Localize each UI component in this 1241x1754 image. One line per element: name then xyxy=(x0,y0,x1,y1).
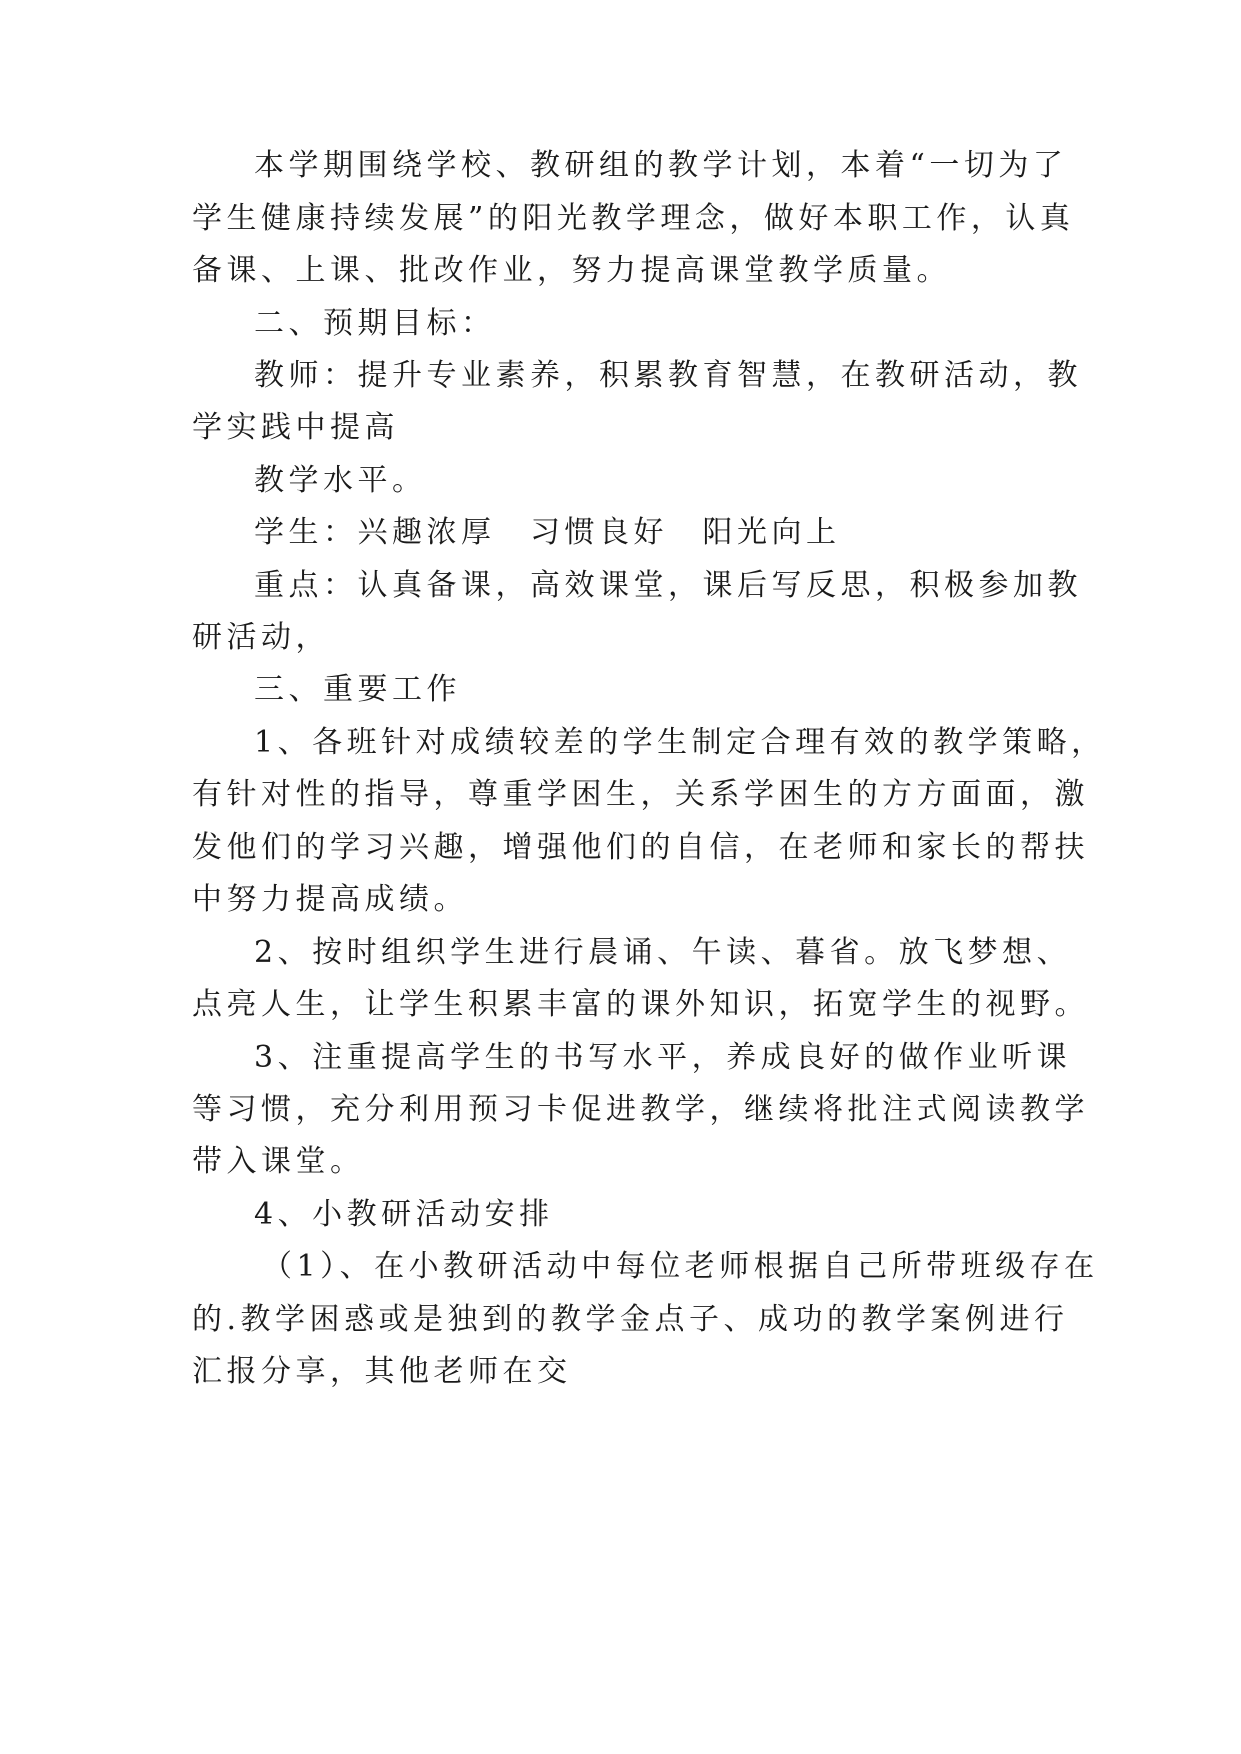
paragraph-line: 备课、上课、批改作业，努力提高课堂教学质量。 xyxy=(192,253,951,288)
paragraph-line: 的.教学困惑或是独到的教学金点子、成功的教学案例进行 xyxy=(192,1302,1069,1337)
paragraph-line: 学生：兴趣浓厚 习惯良好 阳光向上 xyxy=(254,515,841,550)
section-heading: 三、重要工作 xyxy=(254,672,461,707)
paragraph-line: 发他们的学习兴趣，增强他们的自信，在老师和家长的帮扶 xyxy=(192,830,1089,865)
paragraph-line: 等习惯，充分利用预习卡促进教学，继续将批注式阅读教学 xyxy=(192,1092,1089,1127)
paragraph-line: 1、各班针对成绩较差的学生制定合理有效的教学策略， xyxy=(254,725,1106,760)
paragraph-line: 教学水平。 xyxy=(254,463,427,498)
paragraph-line: 3、注重提高学生的书写水平，养成良好的做作业听课 xyxy=(254,1040,1072,1075)
paragraph-line: 带入课堂。 xyxy=(192,1144,365,1179)
paragraph-line: 学实践中提高 xyxy=(192,410,399,445)
paragraph-line: （1）、在小教研活动中每位老师根据自己所带班级存在 xyxy=(262,1249,1099,1284)
section-heading: 二、预期目标： xyxy=(254,306,496,341)
paragraph-line: 点亮人生，让学生积累丰富的课外知识，拓宽学生的视野。 xyxy=(192,987,1089,1022)
paragraph-line: 教师：提升专业素养，积累教育智慧，在教研活动，教 xyxy=(254,358,1082,393)
paragraph-line: 学生健康持续发展”的阳光教学理念，做好本职工作，认真 xyxy=(192,201,1075,236)
paragraph-line: 研活动， xyxy=(192,620,330,655)
paragraph-line: 重点：认真备课，高效课堂，课后写反思，积极参加教 xyxy=(254,568,1082,603)
paragraph-line: 2、按时组织学生进行晨诵、午读、暮省。放飞梦想、 xyxy=(254,935,1072,970)
section-heading: 4、小教研活动安排 xyxy=(254,1197,554,1232)
paragraph-line: 中努力提高成绩。 xyxy=(192,882,468,917)
paragraph-line: 有针对性的指导，尊重学困生，关系学困生的方方面面，激 xyxy=(192,777,1089,812)
paragraph-line: 汇报分享，其他老师在交 xyxy=(192,1354,572,1389)
paragraph-line: 本学期围绕学校、教研组的教学计划，本着“一切为了 xyxy=(254,148,1068,183)
